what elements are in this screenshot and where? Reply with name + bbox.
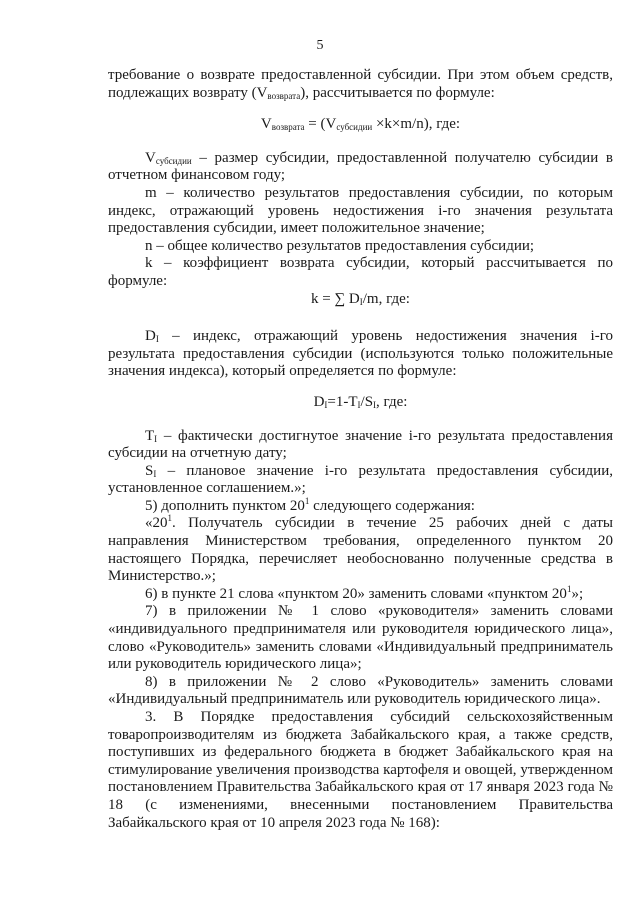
- formula-refund-volume: $V_{возврата} = (V_{субсидии} \times k\times m/n)$, где:: [260, 116, 461, 133]
- definition-t: $T_I$ – фактически достигнутое значение i-го результата предоставления субсидии на отчетную дату;: [108, 427, 613, 462]
- item-5-quote: «$20^1$. Получатель субсидии в течение 25 рабочих дней с даты направления Министерством требования, определенного пунктом 20 настоящего Порядка, перечисляет необоснованно полученные средства в Министерство.»;: [108, 513, 613, 585]
- item-8: 8) в приложении № 2 слово «Руководитель» заменить словами «Индивидуальный предприниматель или руководитель юридического лица».: [108, 673, 613, 708]
- item-6: 6) в пункте 21 слова «пунктом 20» заменить словами «пунктом $20^1$»;: [145, 583, 584, 602]
- definition-s: $S_I$ – плановое значение i-го результата предоставления субсидии, установленное соглашением.»;: [108, 462, 613, 497]
- item-5: 5) дополнить пунктом $20^1$ следующего содержания:: [145, 495, 475, 514]
- item-7: 7) в приложении № 1 слово «руководителя» заменить словами «индивидуального предпринимателя или руководителя юридического лица», слово «Руководитель» заменить словами «Индивидуальный предприниматель или руководитель юридического лица»;: [108, 603, 613, 673]
- definition-v-subsidy: $V_{субсидии}$ – размер субсидии, предоставленной получателю субсидии в отчетном финансовом году;: [108, 149, 613, 184]
- section-3: 3. В Порядке предоставления субсидий сельскохозяйственным товаропроизводителям из бюджета Забайкальского края, а также средств, поступивших из федерального бюджета в бюджет Забайкальского края на стимулирование увеличения производства картофеля и овощей, утвержденном постановлением Правительства Забайкальского края от 17 января 2023 года № 18 (с изменениями, внесенными постановлением Правительства Забайкальского края от 10 апреля 2023 года № 168):: [108, 709, 613, 831]
- definition-k: k – коэффициент возврата субсидии, который рассчитывается по формуле:: [108, 255, 613, 289]
- definition-n: n – общее количество результатов предоставления субсидии;: [145, 237, 535, 254]
- definition-m: m – количество результатов предоставления субсидии, по которым индекс, отражающий уровень недостижения i-го значения результата предоставления субсидии, имеет положительное значение;: [108, 184, 613, 237]
- paragraph-refund-intro: требование о возврате предоставленной субсидии. При этом объем средств, подлежащих возврату $(V_{возврата})$, рассчитывается по формуле:: [108, 67, 613, 101]
- definition-d: $D_I$ – индекс, отражающий уровень недостижения значения i-го результата предоставления субсидии (используются только положительные значения индекса), который определяется по формуле:: [108, 328, 613, 380]
- formula-k: k = ∑ $D_I/m$, где:: [311, 290, 410, 307]
- formula-d: $D_I=1-T_I/S_I$, где:: [313, 393, 408, 410]
- document-body: [108, 67, 613, 832]
- page-number: 5: [316, 38, 324, 53]
